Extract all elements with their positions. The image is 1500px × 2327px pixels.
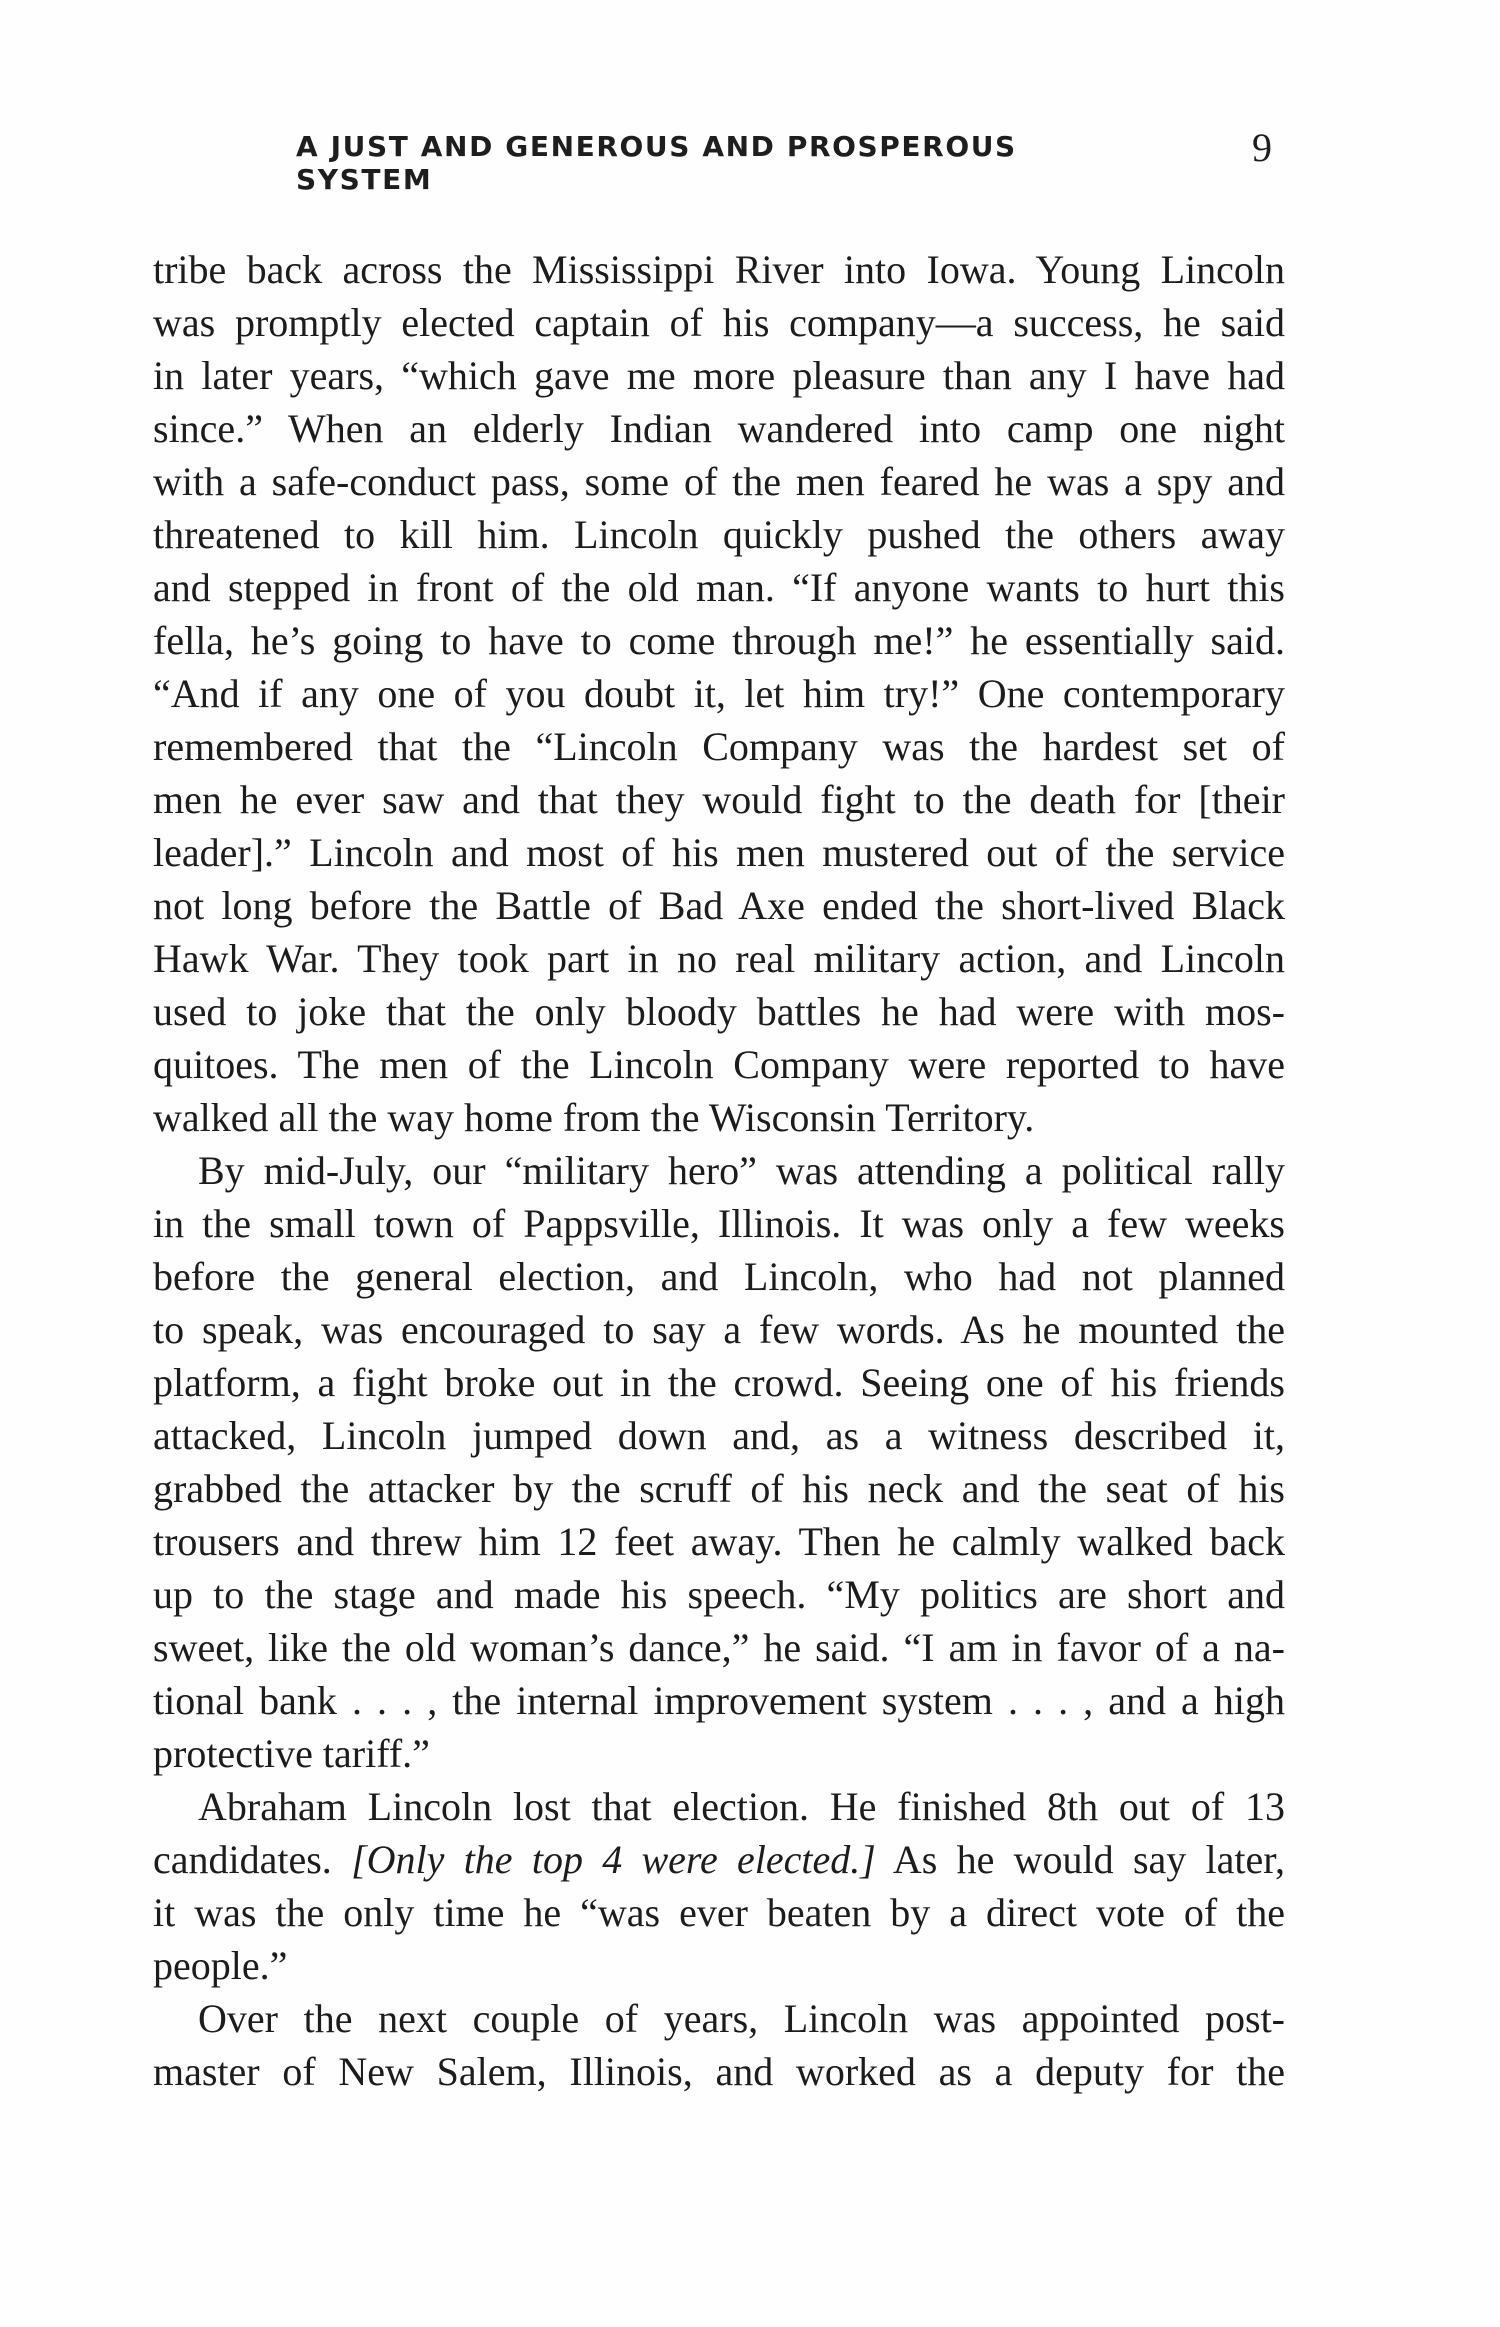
text-line: people.” xyxy=(153,1943,288,1988)
running-head-title: A JUST AND GENEROUS AND PROSPEROUS SYSTEM xyxy=(296,130,1017,196)
text-line: not long before the Battle of Bad Axe ended the short-lived Black xyxy=(153,883,1285,928)
text-line: in the small town of Pappsville, Illinois. It was only a few weeks xyxy=(153,1201,1285,1246)
text-line: Abraham Lincoln lost that election. He finished 8th out of 13 xyxy=(198,1784,1285,1829)
text-line: tional bank . . . , the internal improvement system . . . , and a high xyxy=(153,1678,1285,1723)
text-line: with a safe-conduct pass, some of the men feared he was a spy and xyxy=(153,459,1285,504)
text-line: it was the only time he “was ever beaten by a direct vote of the xyxy=(153,1890,1285,1935)
text-fragment: As he would say later, xyxy=(875,1837,1285,1882)
text-line: quitoes. The men of the Lincoln Company were reported to have xyxy=(153,1042,1285,1087)
text-line: used to joke that the only bloody battles he had were with mos- xyxy=(153,989,1285,1034)
text-fragment: candidates. xyxy=(153,1837,352,1882)
text-line: protective tariff.” xyxy=(153,1731,430,1776)
text-line: tribe back across the Mississippi River into Iowa. Young Lincoln xyxy=(153,247,1285,292)
text-line: and stepped in front of the old man. “If anyone wants to hurt this xyxy=(153,565,1285,610)
text-line: Hawk War. They took part in no real military action, and Lincoln xyxy=(153,936,1285,981)
text-line: before the general election, and Lincoln, who had not planned xyxy=(153,1254,1285,1299)
text-line: men he ever saw and that they would fight to the death for [their xyxy=(153,777,1285,822)
page-number: 9 xyxy=(1252,125,1272,170)
text-line: since.” When an elderly Indian wandered into camp one night xyxy=(153,406,1285,451)
text-line: threatened to kill him. Lincoln quickly pushed the others away xyxy=(153,512,1285,557)
text-line: in later years, “which gave me more pleasure than any I have had xyxy=(153,353,1285,398)
text-line-with-italic xyxy=(153,1833,1285,1886)
text-line: up to the stage and made his speech. “My politics are short and xyxy=(153,1572,1285,1617)
text-line: grabbed the attacker by the scruff of his neck and the seat of his xyxy=(153,1466,1285,1511)
text-line: leader].” Lincoln and most of his men mustered out of the service xyxy=(153,830,1285,875)
text-line: platform, a fight broke out in the crowd. Seeing one of his friends xyxy=(153,1360,1285,1405)
text-line: By mid-July, our “military hero” was attending a political rally xyxy=(198,1148,1285,1193)
text-line: fella, he’s going to have to come through me!” he essentially said. xyxy=(153,618,1285,663)
text-line: Over the next couple of years, Lincoln was appointed post- xyxy=(198,1996,1285,2041)
text-line: attacked, Lincoln jumped down and, as a witness described it, xyxy=(153,1413,1285,1458)
italic-bracket-note: [Only the top 4 were elected.] xyxy=(351,1837,876,1882)
body-text xyxy=(153,243,1285,2098)
text-line: remembered that the “Lincoln Company was the hardest set of xyxy=(153,724,1285,769)
text-line: master of New Salem, Illinois, and worked as a deputy for the xyxy=(153,2049,1285,2094)
text-line: walked all the way home from the Wisconsin Territory. xyxy=(153,1095,1035,1140)
text-line: trousers and threw him 12 feet away. Then he calmly walked back xyxy=(153,1519,1285,1564)
text-line: to speak, was encouraged to say a few words. As he mounted the xyxy=(153,1307,1285,1352)
text-line: sweet, like the old woman’s dance,” he said. “I am in favor of a na- xyxy=(153,1625,1285,1670)
text-line: was promptly elected captain of his company—a success, he said xyxy=(153,300,1285,345)
text-line: “And if any one of you doubt it, let him try!” One contemporary xyxy=(153,671,1285,716)
